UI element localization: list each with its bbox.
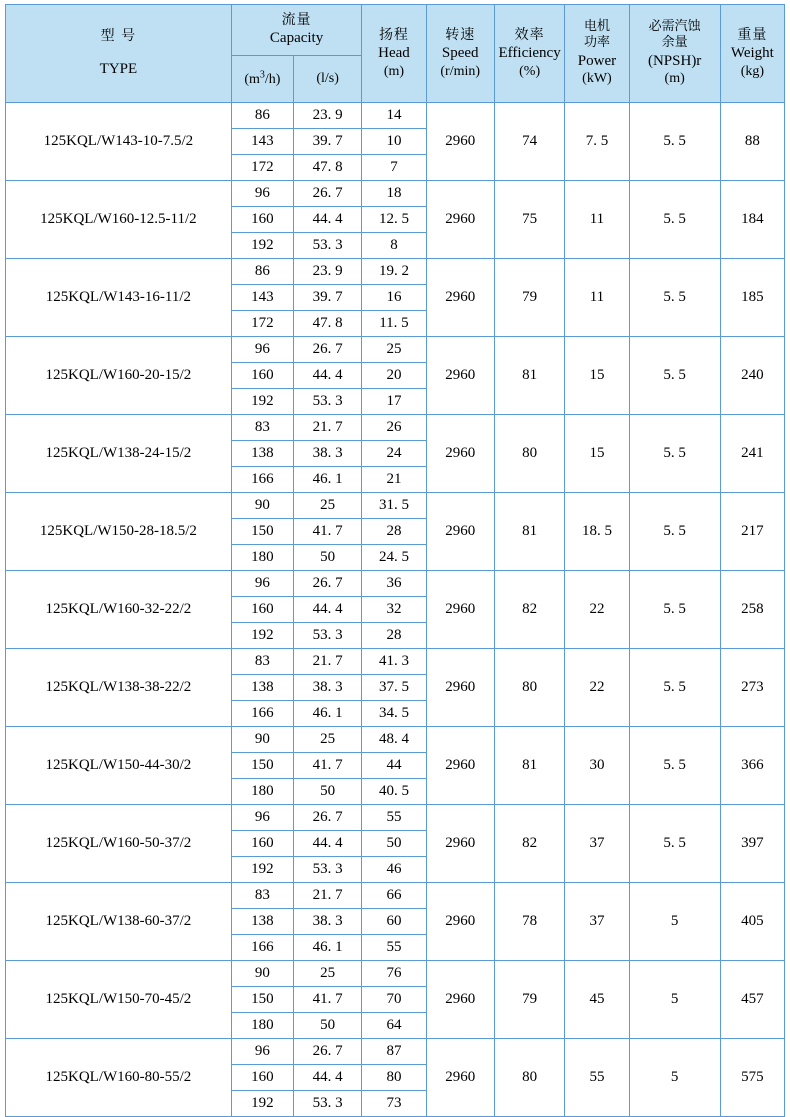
- cell-capacity-ls: 41. 7: [293, 519, 361, 545]
- cell-head: 19. 2: [362, 259, 426, 285]
- cell-weight: 240: [720, 337, 784, 415]
- cell-head: 24: [362, 441, 426, 467]
- cell-head: 10: [362, 129, 426, 155]
- cell-head: 55: [362, 805, 426, 831]
- cell-capacity-m3h: 192: [231, 389, 293, 415]
- table-row: [6, 415, 785, 441]
- cell-capacity-m3h: 143: [231, 285, 293, 311]
- cell-capacity-ls: 44. 4: [293, 1065, 361, 1091]
- cell-capacity-ls: 41. 7: [293, 987, 361, 1013]
- cell-capacity-ls: 44. 4: [293, 207, 361, 233]
- cell-capacity-m3h: 160: [231, 363, 293, 389]
- cell-capacity-ls: 26. 7: [293, 181, 361, 207]
- cell-type: 125KQL/W160-20-15/2: [6, 337, 232, 415]
- cell-npsh: 5. 5: [629, 727, 720, 805]
- cell-speed: 2960: [426, 883, 494, 961]
- cell-efficiency: 80: [494, 415, 564, 493]
- cell-npsh: 5. 5: [629, 415, 720, 493]
- cell-capacity-m3h: 138: [231, 909, 293, 935]
- cell-speed: 2960: [426, 649, 494, 727]
- cell-head: 7: [362, 155, 426, 181]
- cell-speed: 2960: [426, 1039, 494, 1117]
- cell-capacity-ls: 44. 4: [293, 363, 361, 389]
- cell-npsh: 5. 5: [629, 259, 720, 337]
- cell-capacity-m3h: 160: [231, 1065, 293, 1091]
- cell-capacity-ls: 53. 3: [293, 1091, 361, 1117]
- cell-capacity-m3h: 86: [231, 259, 293, 285]
- cell-speed: 2960: [426, 493, 494, 571]
- table-row: [6, 259, 785, 285]
- cell-power: 18. 5: [565, 493, 629, 571]
- cell-capacity-ls: 53. 3: [293, 233, 361, 259]
- cell-weight: 184: [720, 181, 784, 259]
- cell-capacity-ls: 26. 7: [293, 1039, 361, 1065]
- header-capacity-ls: (l/s): [293, 56, 361, 103]
- cell-weight: 185: [720, 259, 784, 337]
- cell-efficiency: 74: [494, 103, 564, 181]
- cell-power: 37: [565, 883, 629, 961]
- cell-capacity-m3h: 192: [231, 1091, 293, 1117]
- cell-type: 125KQL/W160-80-55/2: [6, 1039, 232, 1117]
- cell-capacity-m3h: 143: [231, 129, 293, 155]
- header-capacity: 流量 Capacity: [231, 5, 362, 56]
- table-row: [6, 961, 785, 987]
- cell-capacity-m3h: 160: [231, 831, 293, 857]
- cell-weight: 405: [720, 883, 784, 961]
- cell-capacity-m3h: 83: [231, 415, 293, 441]
- cell-capacity-m3h: 138: [231, 675, 293, 701]
- cell-speed: 2960: [426, 337, 494, 415]
- cell-power: 22: [565, 649, 629, 727]
- cell-capacity-ls: 38. 3: [293, 441, 361, 467]
- cell-head: 32: [362, 597, 426, 623]
- cell-head: 55: [362, 935, 426, 961]
- cell-npsh: 5: [629, 883, 720, 961]
- cell-head: 76: [362, 961, 426, 987]
- cell-head: 16: [362, 285, 426, 311]
- cell-efficiency: 81: [494, 493, 564, 571]
- cell-type: 125KQL/W143-10-7.5/2: [6, 103, 232, 181]
- cell-npsh: 5. 5: [629, 337, 720, 415]
- cell-speed: 2960: [426, 727, 494, 805]
- cell-capacity-m3h: 86: [231, 103, 293, 129]
- cell-npsh: 5. 5: [629, 103, 720, 181]
- cell-capacity-m3h: 96: [231, 571, 293, 597]
- cell-capacity-ls: 38. 3: [293, 909, 361, 935]
- cell-capacity-m3h: 166: [231, 467, 293, 493]
- header-head: 扬程 Head (m): [362, 5, 426, 103]
- cell-npsh: 5. 5: [629, 649, 720, 727]
- cell-speed: 2960: [426, 259, 494, 337]
- cell-npsh: 5: [629, 1039, 720, 1117]
- header-type: 型 号 TYPE: [6, 5, 232, 103]
- cell-head: 60: [362, 909, 426, 935]
- cell-efficiency: 81: [494, 727, 564, 805]
- cell-capacity-m3h: 83: [231, 649, 293, 675]
- cell-capacity-ls: 47. 8: [293, 155, 361, 181]
- cell-npsh: 5. 5: [629, 571, 720, 649]
- cell-weight: 575: [720, 1039, 784, 1117]
- cell-type: 125KQL/W160-12.5-11/2: [6, 181, 232, 259]
- cell-capacity-m3h: 150: [231, 519, 293, 545]
- cell-capacity-ls: 50: [293, 545, 361, 571]
- cell-capacity-m3h: 192: [231, 233, 293, 259]
- cell-capacity-m3h: 83: [231, 883, 293, 909]
- cell-head: 44: [362, 753, 426, 779]
- table-row: [6, 1039, 785, 1065]
- cell-capacity-m3h: 192: [231, 623, 293, 649]
- cell-capacity-m3h: 150: [231, 753, 293, 779]
- cell-power: 22: [565, 571, 629, 649]
- cell-head: 17: [362, 389, 426, 415]
- cell-capacity-ls: 21. 7: [293, 649, 361, 675]
- cell-type: 125KQL/W138-60-37/2: [6, 883, 232, 961]
- header-capacity-m3h: $(m^3/h)$: [231, 56, 293, 103]
- cell-head: 80: [362, 1065, 426, 1091]
- cell-capacity-ls: 26. 7: [293, 571, 361, 597]
- cell-head: 73: [362, 1091, 426, 1117]
- table-row: [6, 181, 785, 207]
- cell-capacity-ls: 50: [293, 1013, 361, 1039]
- cell-power: 15: [565, 337, 629, 415]
- cell-speed: 2960: [426, 805, 494, 883]
- cell-capacity-m3h: 172: [231, 155, 293, 181]
- cell-weight: 258: [720, 571, 784, 649]
- cell-speed: 2960: [426, 181, 494, 259]
- cell-capacity-m3h: 192: [231, 857, 293, 883]
- cell-head: 36: [362, 571, 426, 597]
- cell-head: 24. 5: [362, 545, 426, 571]
- cell-type: 125KQL/W143-16-11/2: [6, 259, 232, 337]
- cell-capacity-m3h: 90: [231, 493, 293, 519]
- table-row: [6, 727, 785, 753]
- cell-power: 37: [565, 805, 629, 883]
- header-npsh: 必需汽蚀 余量 (NPSH)r (m): [629, 5, 720, 103]
- cell-weight: 366: [720, 727, 784, 805]
- cell-type: 125KQL/W150-28-18.5/2: [6, 493, 232, 571]
- cell-power: 45: [565, 961, 629, 1039]
- cell-head: 31. 5: [362, 493, 426, 519]
- cell-head: 21: [362, 467, 426, 493]
- cell-head: 20: [362, 363, 426, 389]
- cell-power: 11: [565, 259, 629, 337]
- cell-head: 26: [362, 415, 426, 441]
- cell-efficiency: 81: [494, 337, 564, 415]
- cell-capacity-m3h: 160: [231, 207, 293, 233]
- cell-npsh: 5. 5: [629, 805, 720, 883]
- cell-head: 66: [362, 883, 426, 909]
- cell-speed: 2960: [426, 103, 494, 181]
- cell-capacity-m3h: 180: [231, 779, 293, 805]
- table-row: [6, 649, 785, 675]
- cell-head: 8: [362, 233, 426, 259]
- cell-weight: 88: [720, 103, 784, 181]
- cell-capacity-ls: 39. 7: [293, 129, 361, 155]
- cell-power: 55: [565, 1039, 629, 1117]
- cell-capacity-ls: 39. 7: [293, 285, 361, 311]
- cell-capacity-ls: 25: [293, 961, 361, 987]
- cell-head: 25: [362, 337, 426, 363]
- cell-efficiency: 82: [494, 571, 564, 649]
- table-row: [6, 103, 785, 129]
- cell-efficiency: 79: [494, 259, 564, 337]
- cell-head: 12. 5: [362, 207, 426, 233]
- cell-capacity-m3h: 172: [231, 311, 293, 337]
- cell-weight: 217: [720, 493, 784, 571]
- table-row: [6, 493, 785, 519]
- cell-capacity-ls: 50: [293, 779, 361, 805]
- cell-capacity-m3h: 90: [231, 727, 293, 753]
- cell-power: 11: [565, 181, 629, 259]
- cell-efficiency: 80: [494, 1039, 564, 1117]
- cell-head: 40. 5: [362, 779, 426, 805]
- cell-head: 48. 4: [362, 727, 426, 753]
- cell-weight: 241: [720, 415, 784, 493]
- cell-head: 41. 3: [362, 649, 426, 675]
- cell-head: 34. 5: [362, 701, 426, 727]
- cell-type: 125KQL/W150-44-30/2: [6, 727, 232, 805]
- table-row: [6, 571, 785, 597]
- cell-capacity-m3h: 166: [231, 701, 293, 727]
- cell-speed: 2960: [426, 415, 494, 493]
- cell-power: 7. 5: [565, 103, 629, 181]
- cell-type: 125KQL/W150-70-45/2: [6, 961, 232, 1039]
- cell-head: 70: [362, 987, 426, 1013]
- cell-capacity-m3h: 96: [231, 805, 293, 831]
- cell-capacity-ls: 26. 7: [293, 337, 361, 363]
- cell-head: 11. 5: [362, 311, 426, 337]
- cell-capacity-ls: 46. 1: [293, 935, 361, 961]
- cell-capacity-m3h: 96: [231, 181, 293, 207]
- pump-specification-table: [5, 4, 785, 1117]
- header-efficiency: 效率 Efficiency (%): [494, 5, 564, 103]
- cell-weight: 397: [720, 805, 784, 883]
- header-power: 电机 功率 Power (kW): [565, 5, 629, 103]
- table-header: [6, 5, 785, 103]
- cell-capacity-ls: 23. 9: [293, 103, 361, 129]
- table-body: [6, 103, 785, 1117]
- cell-capacity-m3h: 96: [231, 1039, 293, 1065]
- cell-head: 87: [362, 1039, 426, 1065]
- cell-capacity-ls: 21. 7: [293, 415, 361, 441]
- cell-weight: 273: [720, 649, 784, 727]
- cell-efficiency: 79: [494, 961, 564, 1039]
- cell-power: 30: [565, 727, 629, 805]
- cell-head: 46: [362, 857, 426, 883]
- cell-efficiency: 82: [494, 805, 564, 883]
- cell-capacity-ls: 44. 4: [293, 831, 361, 857]
- cell-type: 125KQL/W138-24-15/2: [6, 415, 232, 493]
- cell-capacity-m3h: 90: [231, 961, 293, 987]
- cell-capacity-ls: 47. 8: [293, 311, 361, 337]
- table-row: [6, 883, 785, 909]
- cell-head: 18: [362, 181, 426, 207]
- cell-capacity-ls: 23. 9: [293, 259, 361, 285]
- cell-capacity-ls: 46. 1: [293, 701, 361, 727]
- cell-capacity-m3h: 138: [231, 441, 293, 467]
- cell-capacity-m3h: 150: [231, 987, 293, 1013]
- header-speed: 转速 Speed (r/min): [426, 5, 494, 103]
- table-row: [6, 805, 785, 831]
- cell-capacity-m3h: 166: [231, 935, 293, 961]
- cell-capacity-ls: 53. 3: [293, 389, 361, 415]
- cell-capacity-ls: 41. 7: [293, 753, 361, 779]
- cell-capacity-ls: 38. 3: [293, 675, 361, 701]
- cell-head: 14: [362, 103, 426, 129]
- cell-efficiency: 78: [494, 883, 564, 961]
- cell-npsh: 5. 5: [629, 181, 720, 259]
- cell-capacity-ls: 25: [293, 727, 361, 753]
- cell-head: 37. 5: [362, 675, 426, 701]
- cell-speed: 2960: [426, 571, 494, 649]
- cell-power: 15: [565, 415, 629, 493]
- cell-efficiency: 80: [494, 649, 564, 727]
- cell-weight: 457: [720, 961, 784, 1039]
- header-weight: 重量 Weight (kg): [720, 5, 784, 103]
- cell-capacity-ls: 46. 1: [293, 467, 361, 493]
- cell-npsh: 5: [629, 961, 720, 1039]
- cell-head: 28: [362, 623, 426, 649]
- cell-capacity-m3h: 96: [231, 337, 293, 363]
- cell-head: 50: [362, 831, 426, 857]
- cell-head: 28: [362, 519, 426, 545]
- cell-type: 125KQL/W138-38-22/2: [6, 649, 232, 727]
- cell-capacity-ls: 26. 7: [293, 805, 361, 831]
- cell-capacity-m3h: 180: [231, 545, 293, 571]
- cell-capacity-m3h: 180: [231, 1013, 293, 1039]
- cell-capacity-ls: 44. 4: [293, 597, 361, 623]
- cell-capacity-ls: 21. 7: [293, 883, 361, 909]
- cell-capacity-ls: 25: [293, 493, 361, 519]
- cell-capacity-ls: 53. 3: [293, 857, 361, 883]
- cell-capacity-ls: 53. 3: [293, 623, 361, 649]
- cell-type: 125KQL/W160-50-37/2: [6, 805, 232, 883]
- cell-capacity-m3h: 160: [231, 597, 293, 623]
- cell-head: 64: [362, 1013, 426, 1039]
- cell-speed: 2960: [426, 961, 494, 1039]
- cell-efficiency: 75: [494, 181, 564, 259]
- cell-type: 125KQL/W160-32-22/2: [6, 571, 232, 649]
- table-row: [6, 337, 785, 363]
- cell-npsh: 5. 5: [629, 493, 720, 571]
